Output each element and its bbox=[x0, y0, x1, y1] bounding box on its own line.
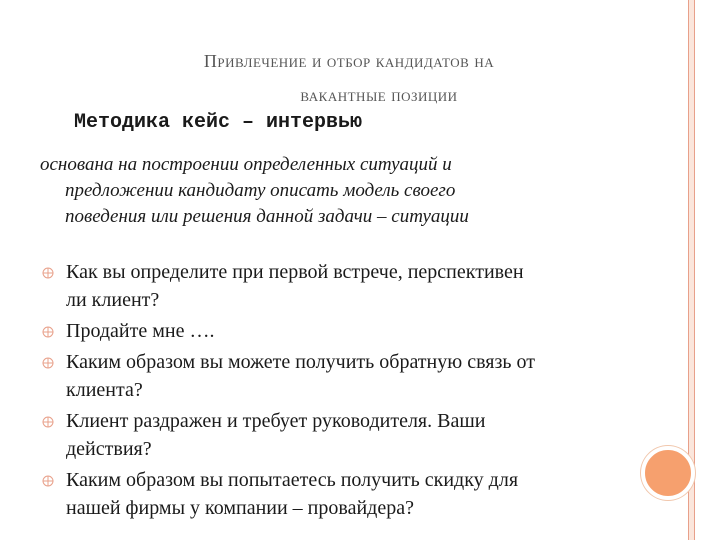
list-item-line-1: Каким образом вы попытаетесь получить скидку для bbox=[66, 469, 519, 491]
list-item-line-1: Каким образом вы можете получить обратную связь от bbox=[66, 351, 535, 373]
pinwheel-bullet-icon bbox=[42, 267, 54, 279]
slide-title-line-2: вакантные позиции bbox=[300, 85, 458, 105]
list-item bbox=[40, 407, 680, 463]
pinwheel-bullet-icon bbox=[42, 357, 54, 369]
list-item-line-2: ли клиент? bbox=[66, 289, 160, 311]
intro-line-1: основана на построении определенных ситуаций и bbox=[40, 154, 452, 175]
list-item-line-2: клиента? bbox=[66, 379, 143, 401]
list-item-line-1: Клиент раздражен и требует руководителя. Ваши bbox=[66, 410, 486, 432]
pinwheel-bullet-icon bbox=[42, 475, 54, 487]
list-item bbox=[40, 317, 680, 345]
orange-circle-icon bbox=[641, 446, 695, 500]
list-item bbox=[40, 348, 680, 404]
slide-title bbox=[0, 44, 688, 112]
intro-line-2: предложении кандидату описать модель своего bbox=[65, 180, 456, 201]
list-item-line-2: нашей фирмы у компании – провайдера? bbox=[66, 497, 414, 519]
slide-subtitle: Методика кейс – интервью bbox=[74, 111, 363, 134]
list-item bbox=[40, 258, 680, 314]
bullet-list bbox=[40, 258, 680, 525]
list-item-line-1: Продайте мне …. bbox=[66, 320, 215, 342]
list-item-line-1: Как вы определите при первой встрече, перспективен bbox=[66, 261, 524, 283]
list-item-line-2: действия? bbox=[66, 438, 152, 460]
pinwheel-bullet-icon bbox=[42, 416, 54, 428]
list-item bbox=[40, 466, 680, 522]
slide-title-line-1: Привлечение и отбор кандидатов на bbox=[203, 51, 495, 71]
pinwheel-bullet-icon bbox=[42, 326, 54, 338]
intro-paragraph bbox=[40, 152, 650, 230]
intro-line-3: поведения или решения данной задачи – ситуации bbox=[65, 206, 469, 227]
